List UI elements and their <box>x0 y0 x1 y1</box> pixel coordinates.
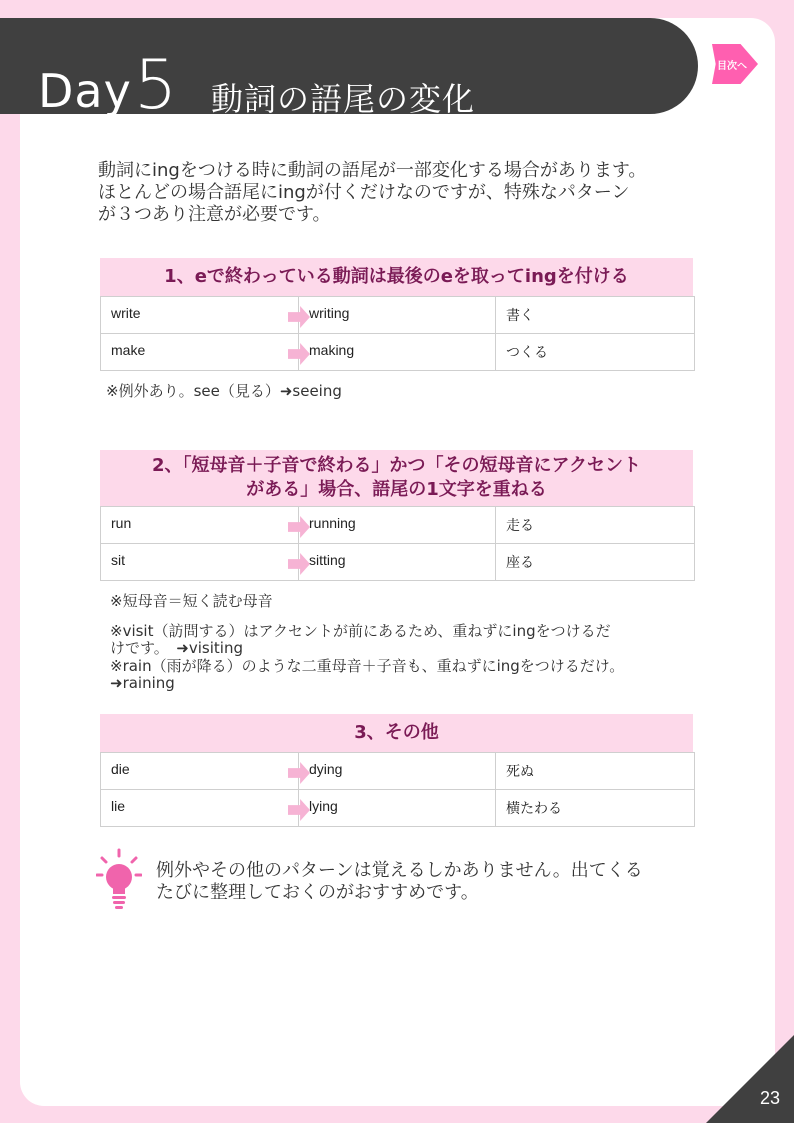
base-verb-cell <box>101 507 299 544</box>
tip-text <box>156 860 716 904</box>
section-2-note: けです。 ➜visiting <box>110 639 243 657</box>
table-row <box>101 790 695 827</box>
base-verb-cell <box>101 544 299 581</box>
table-row <box>101 753 695 790</box>
meaning: 走る <box>506 518 534 534</box>
day-number: 5 <box>134 46 178 125</box>
base-verb: die <box>111 761 130 777</box>
section-heading-line: がある」場合、語尾の1文字を重ねる <box>246 479 547 500</box>
intro-line: ほとんどの場合語尾にingが付くだけなのですが、特殊なパターン <box>98 182 630 203</box>
table-row <box>101 334 695 371</box>
ing-form: sitting <box>309 552 346 568</box>
section-2-note: ➜raining <box>110 674 175 692</box>
section-2-table <box>100 506 695 581</box>
section-3-heading <box>100 714 693 752</box>
meaning: 書く <box>506 308 534 324</box>
meaning-cell <box>496 790 695 827</box>
meaning: 座る <box>506 555 534 571</box>
ing-form: lying <box>309 798 338 814</box>
base-verb: write <box>111 305 141 321</box>
ing-form: writing <box>309 305 350 321</box>
section-2-note: ※短母音＝短く読む母音 <box>110 592 273 610</box>
tip-line: 例外やその他のパターンは覚えるしかありません。出てくる <box>156 860 643 881</box>
ing-form: running <box>309 515 356 531</box>
intro-line: が３つあり注意が必要です。 <box>98 204 331 225</box>
base-verb: sit <box>111 552 125 568</box>
ing-form-cell <box>299 334 496 371</box>
section-heading-line: 3、その他 <box>354 722 439 743</box>
meaning-cell <box>496 544 695 581</box>
table-row <box>101 544 695 581</box>
base-verb-cell <box>101 297 299 334</box>
ing-form-cell <box>299 753 496 790</box>
meaning-cell <box>496 507 695 544</box>
section-2-note: ※visit（訪問する）はアクセントが前にあるため、重ねずにingをつけるだ <box>110 622 611 640</box>
ing-form: making <box>309 342 355 358</box>
meaning: 横たわる <box>506 801 562 817</box>
ing-form-cell <box>299 544 496 581</box>
base-verb-cell <box>101 790 299 827</box>
ing-form-cell <box>299 507 496 544</box>
table-row <box>101 297 695 334</box>
tip-line: たびに整理しておくのがおすすめです。 <box>156 882 479 903</box>
meaning: 死ぬ <box>506 764 534 780</box>
ing-form-cell <box>299 790 496 827</box>
section-1-heading <box>100 258 693 296</box>
meaning-cell <box>496 334 695 371</box>
base-verb-cell <box>101 334 299 371</box>
section-2-heading <box>100 450 693 506</box>
section-1-table <box>100 296 695 371</box>
section-1-note: ※例外あり。see（見る）➜seeing <box>106 382 342 400</box>
day-label: Day <box>38 64 132 118</box>
base-verb: run <box>111 515 132 531</box>
base-verb: lie <box>111 798 126 814</box>
table-row <box>101 507 695 544</box>
base-verb-cell <box>101 753 299 790</box>
section-heading-line: 2、「短母音＋子音で終わる」かつ「その短母音にアクセント <box>152 455 641 476</box>
ing-form-cell <box>299 297 496 334</box>
toc-button-label: 目次へ <box>717 61 747 72</box>
toc-button[interactable] <box>712 44 758 84</box>
intro-text <box>98 160 708 226</box>
section-2-note: ※rain（雨が降る）のような二重母音＋子音も、重ねずにingをつけるだけ。 <box>110 657 625 675</box>
page-title: 動詞の語尾の変化 <box>211 80 476 118</box>
ing-form: dying <box>309 761 343 777</box>
section-3-table <box>100 752 695 827</box>
intro-line: 動詞にingをつける時に動詞の語尾が一部変化する場合があります。 <box>98 160 647 181</box>
meaning-cell <box>496 297 695 334</box>
page-header <box>0 18 698 125</box>
page-number: 23 <box>759 1088 780 1108</box>
meaning-cell <box>496 753 695 790</box>
base-verb: make <box>111 342 146 358</box>
meaning: つくる <box>506 345 548 361</box>
lightbulb-icon <box>96 848 142 910</box>
section-heading-line: 1、eで終わっている動詞は最後のeを取ってingを付ける <box>164 266 629 287</box>
